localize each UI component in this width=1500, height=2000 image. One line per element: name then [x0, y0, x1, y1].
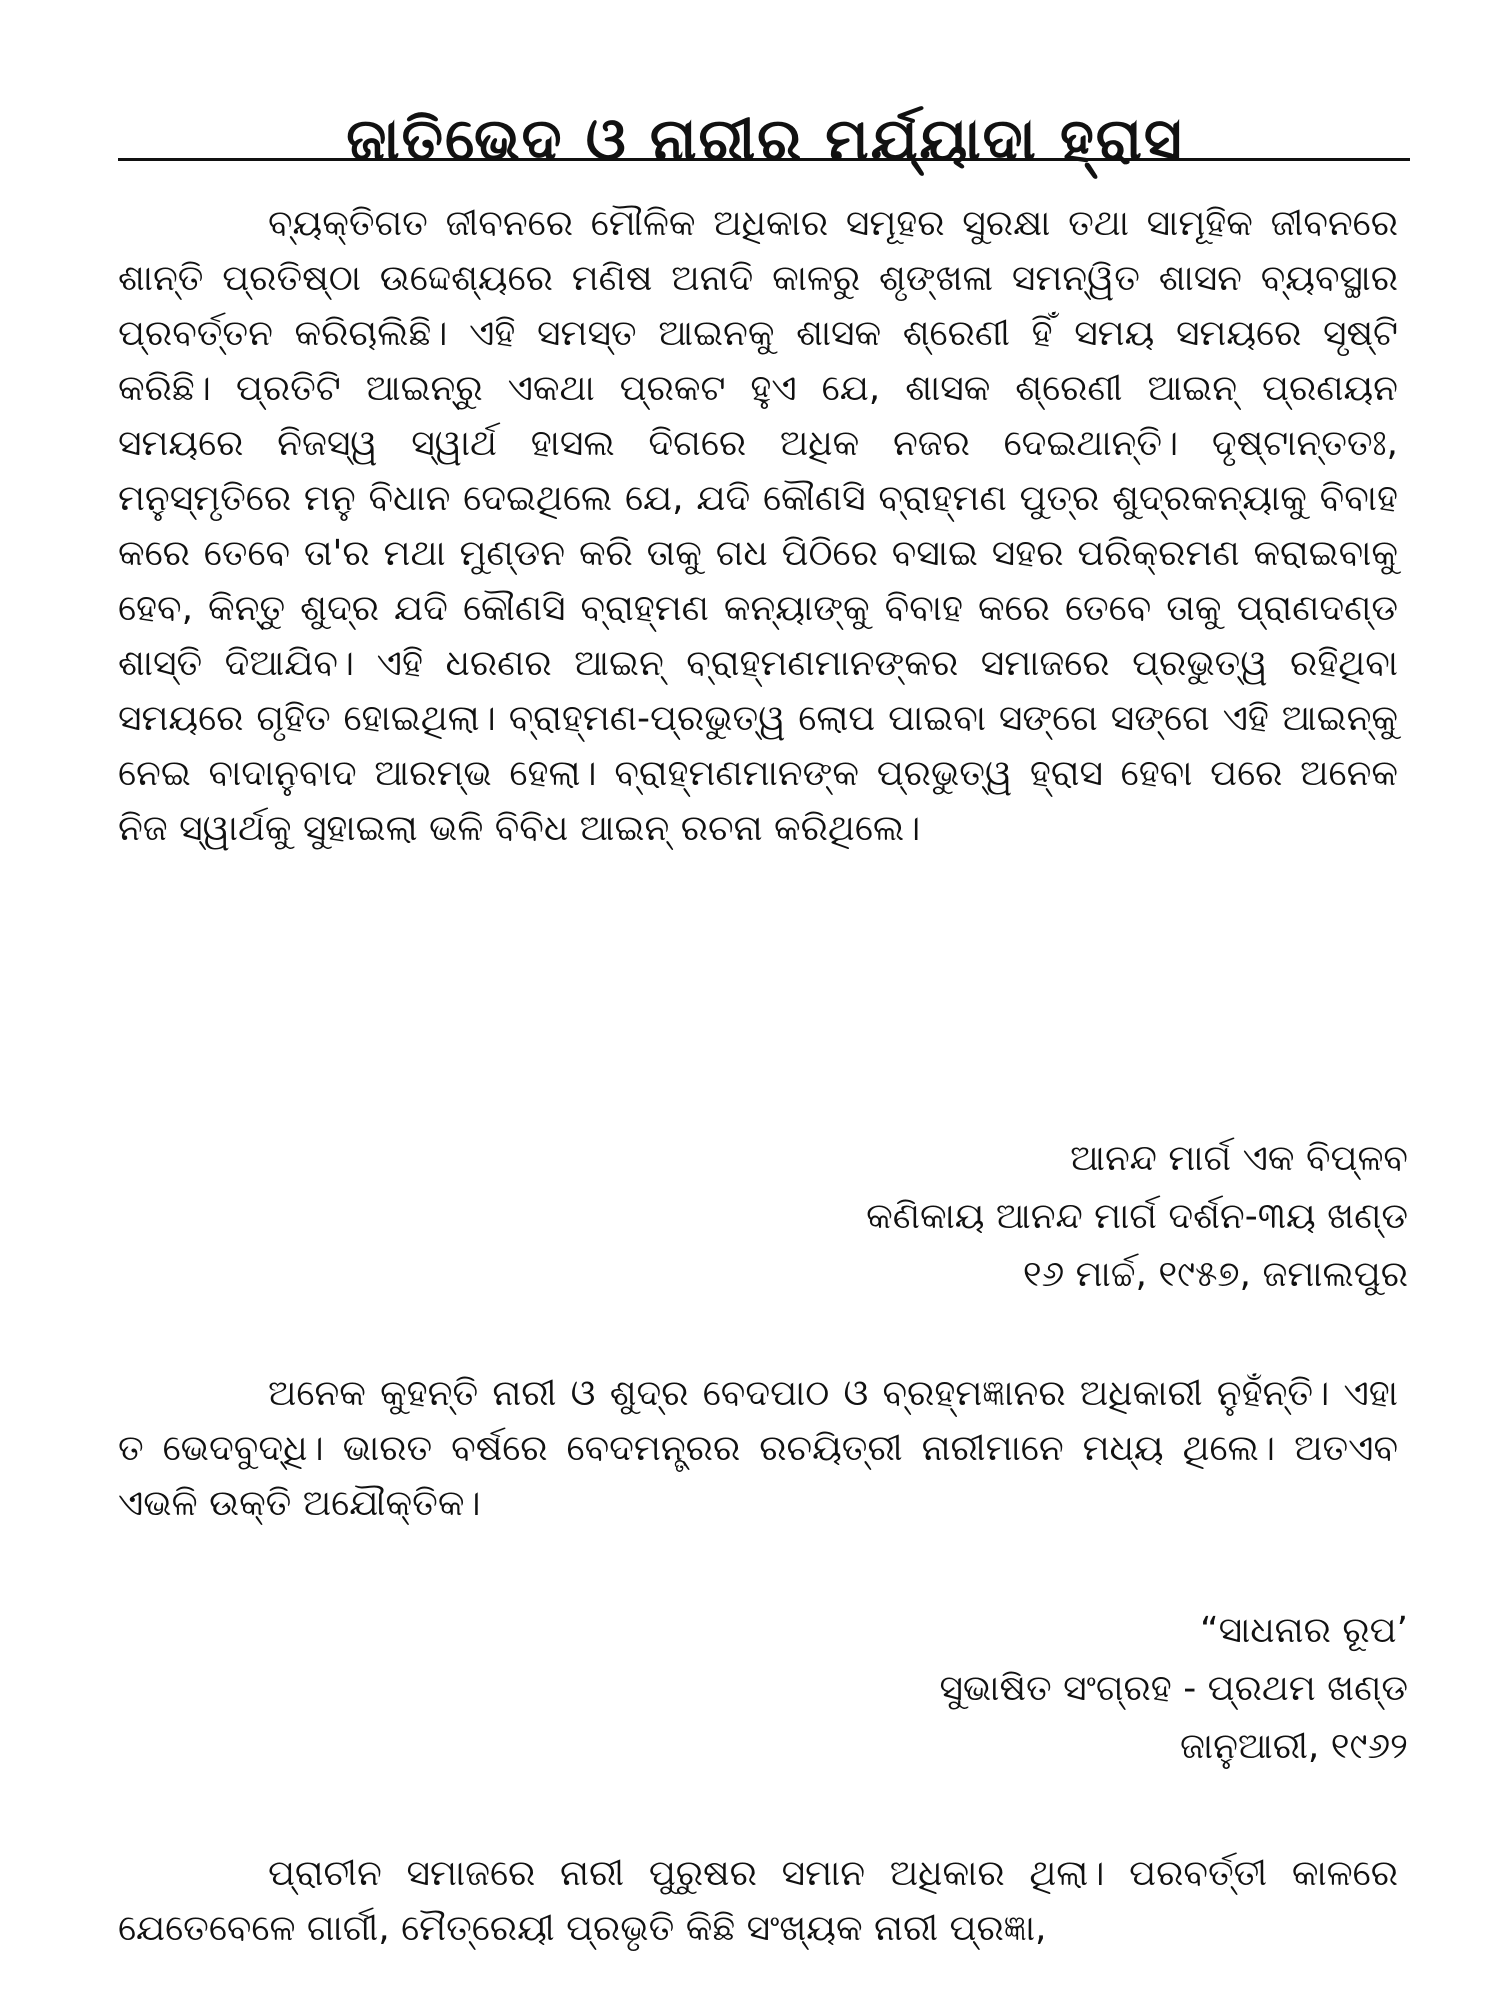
citation-title: “ସାଧନାର ରୂପ’	[1199, 1610, 1408, 1651]
page-title: ଜାତିଭେଦ ଓ ନାରୀର ମର୍ଯ୍ୟାଦା ହ୍ରାସ	[346, 104, 1184, 173]
citation-title: ଆନନ୍ଦ ମାର୍ଗ ଏକ ବିପ୍ଳବ	[1070, 1138, 1408, 1179]
citation-book: କଣିକାୟ ଆନନ୍ଦ ମାର୍ଗ ଦର୍ଶନ-୩ୟ ଖଣ୍ଡ	[866, 1196, 1408, 1237]
source-citation	[508, 1130, 1408, 1304]
body-paragraph: ବ୍ୟକ୍ତିଗତ ଜୀବନରେ ମୌଳିକ ଅଧିକାର ସମୂହର ସୁରକ୍ଷା ତଥା ସାମୂହିକ ଜୀବନରେ ଶାନ୍ତି ପ୍ରତିଷ୍ଠା ଉଦ୍ଦେଶ୍ୟରେ ମଣିଷ ଅନାଦି କାଳରୁ ଶୃଙ୍ଖଳା ସମନ୍ୱିତ ଶାସନ ବ୍ୟବସ୍ଥାର ପ୍ରବର୍ତ୍ତନ କରିଚାଲିଛି। ଏହି ସମସ୍ତ ଆଇନକୁ ଶାସକ ଶ୍ରେଣୀ ହିଁ ସମୟ ସମୟରେ ସୃଷ୍ଟି କରିଛି। ପ୍ରତିଟି ଆଇନ୍‌ରୁ ଏକଥା ପ୍ରକଟ ହୁଏ ଯେ, ଶାସକ ଶ୍ରେଣୀ ଆଇନ୍ ପ୍ରଣୟନ ସମୟରେ ନିଜସ୍ୱ ସ୍ୱାର୍ଥ ହାସଲ ଦିଗରେ ଅଧିକ ନଜର ଦେଇଥାନ୍ତି। ଦୃଷ୍ଟାନ୍ତତଃ, ମନୁସ୍ମୃତିରେ ମନୁ ବିଧାନ ଦେଇଥିଲେ ଯେ, ଯଦି କୌଣସି ବ୍ରାହ୍ମଣ ପୁତ୍ର ଶୁଦ୍ରକନ୍ୟାକୁ ବିବାହ କରେ ତେବେ ତା'ର ମଥା ମୁଣ୍ଡନ କରି ତାକୁ ଗଧ ପିଠିରେ ବସାଇ ସହର ପରିକ୍ରମଣ କରାଇବାକୁ ହେବ, କିନ୍ତୁ ଶୁଦ୍ର ଯଦି କୌଣସି ବ୍ରାହ୍ମଣ କନ୍ୟାଙ୍କୁ ବିବାହ କରେ ତେବେ ତାକୁ ପ୍ରାଣଦଣ୍ଡ ଶାସ୍ତି ଦିଆଯିବ। ଏହି ଧରଣର ଆଇନ୍ ବ୍ରାହ୍ମଣମାନଙ୍କର ସମାଜରେ ପ୍ରଭୁତ୍ୱ ରହିଥିବା ସମୟରେ ଗୃହିତ ହୋଇଥିଲା। ବ୍ରାହ୍ମଣ-ପ୍ରଭୁତ୍ୱ ଲୋପ ପାଇବା ସଙ୍ଗେ ସଙ୍ଗେ ଏହି ଆଇନ୍‌କୁ ନେଇ ବାଦାନୁବାଦ ଆରମ୍ଭ ହେଲା। ବ୍ରାହ୍ମଣମାନଙ୍କ ପ୍ରଭୁତ୍ୱ ହ୍ରାସ ହେବା ପରେ ଅନେକ ନିଜ ସ୍ୱାର୍ଥକୁ ସୁହାଇଲା ଭଳି ବିବିଧ ଆଇନ୍ ରଚନା କରିଥିଲେ।	[118, 203, 1398, 849]
citation-date: ଜାନୁଆରୀ, ୧୯୬୨	[1180, 1726, 1408, 1767]
citation-date-place: ୧୬ ମାର୍ଚ୍ଚ, ୧୯୫୭, ଜମାଲପୁର	[1022, 1254, 1408, 1295]
citation-book: ସୁଭାଷିତ ସଂଗ୍ରହ - ପ୍ରଥମ ଖଣ୍ଡ	[939, 1668, 1408, 1709]
source-citation	[508, 1602, 1408, 1776]
body-paragraph: ପ୍ରାଚୀନ ସମାଜରେ ନାରୀ ପୁରୁଷର ସମାନ ଅଧିକାର ଥିଲା। ପରବର୍ତ୍ତୀ କାଳରେ ଯେତେବେଳେ ଗାର୍ଗୀ, ମୈତ୍ରେୟୀ ପ୍ରଭୃତି କିଛି ସଂଖ୍ୟକ ନାରୀ ପ୍ରଜ୍ଞା,	[118, 1853, 1398, 1949]
title-underline	[118, 158, 1410, 161]
body-paragraph: ଅନେକ କୁହନ୍ତି ନାରୀ ଓ ଶୁଦ୍ର ବେଦପାଠ ଓ ବ୍ରହ୍ମଜ୍ଞାନର ଅଧିକାରୀ ନୁହଁନ୍ତି। ଏହା ତ ଭେଦବୁଦ୍ଧି। ଭାରତ ବର୍ଷରେ ବେଦମନ୍ତ୍ରର ରଚୟିତ୍ରୀ ନାରୀମାନେ ମଧ୍ୟ ଥିଲେ। ଅତଏବ ଏଭଳି ଉକ୍ତି ଅଯୌକ୍ତିକ।	[118, 1373, 1398, 1524]
